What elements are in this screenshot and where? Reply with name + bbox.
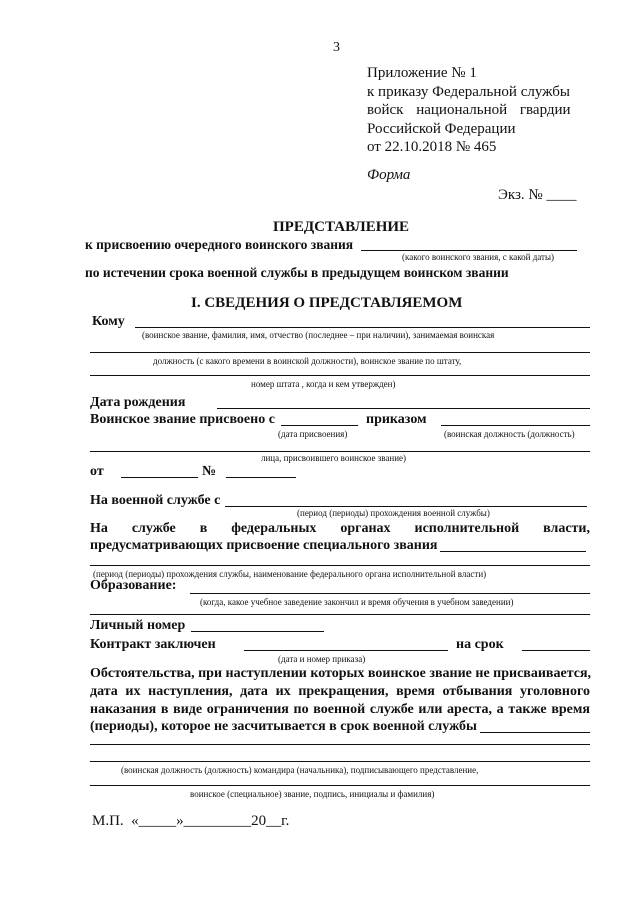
federal-line-field[interactable]	[440, 551, 586, 552]
rank-line[interactable]	[361, 250, 577, 251]
appendix-line: Приложение № 1	[367, 65, 477, 81]
circumstances-line: дата их наступления, дата их прекращения, время отбывания уголовного	[90, 684, 590, 699]
hint-education: (когда, какое учебное заведение закончил и время обучения в учебном заведении)	[200, 597, 514, 607]
hint-contract: (дата и номер приказа)	[278, 654, 366, 664]
hint-to-2: должность (с какого времени в воинской должности), воинское звание по штату,	[153, 356, 462, 366]
personal-number-line[interactable]	[191, 631, 324, 632]
page-number: 3	[333, 40, 340, 55]
appendix-line: к приказу Федеральной службы	[367, 83, 571, 100]
to-line-1[interactable]	[135, 327, 590, 328]
service-label: На военной службе с	[90, 493, 221, 508]
education-line-2[interactable]	[90, 614, 590, 615]
circumstances-line-4: (периоды), которое не засчитывается в срок военной службы	[90, 719, 477, 734]
contract-label: Контракт заключен	[90, 637, 216, 652]
federal-word: в	[199, 521, 208, 536]
to-line-2[interactable]	[90, 352, 590, 353]
hint-rank-assign-date: (дата присвоения)	[278, 429, 348, 439]
federal-word: исполнительной	[414, 521, 520, 536]
hint-to-3: номер штата , когда и кем утвержден)	[251, 379, 396, 389]
education-label: Образование:	[90, 578, 177, 593]
term-line[interactable]	[522, 650, 590, 651]
hint-commander-1: (воинская должность (должность) командира (начальника), подписывающего представление,	[121, 765, 479, 775]
rank-assigned-label: Воинское звание присвоено с	[90, 412, 275, 427]
hint-rank-position: (воинская должность (должность)	[444, 429, 575, 439]
birth-line[interactable]	[217, 408, 590, 409]
from-number-line[interactable]	[226, 477, 296, 478]
hint-federal: (период (периоды) прохождения службы, наименование федерального органа исполнительной власти)	[93, 569, 487, 579]
federal-word: На	[90, 521, 108, 536]
federal-word: службе	[131, 521, 176, 536]
service-line[interactable]	[225, 506, 587, 507]
from-label: от	[90, 464, 104, 479]
appendix-line: Российской Федерации	[367, 120, 516, 137]
commander-line-2[interactable]	[90, 785, 590, 786]
federal-line-1	[90, 521, 590, 537]
rank-line-2[interactable]	[90, 451, 590, 452]
to-line-3[interactable]	[90, 375, 590, 376]
rank-date-line[interactable]	[281, 425, 358, 426]
circumstances-field-1[interactable]	[480, 732, 590, 733]
stamp-date-line: М.П. «_____»_________20__г.	[92, 813, 290, 829]
to-label: Кому	[92, 314, 125, 329]
circumstances-field-2[interactable]	[90, 744, 590, 745]
appendix-line: от 22.10.2018 № 465	[367, 139, 497, 155]
commander-line-1[interactable]	[90, 761, 590, 762]
order-line[interactable]	[441, 425, 590, 426]
personal-number-label: Личный номер	[90, 618, 186, 633]
section-title: I. СВЕДЕНИЯ О ПРЕДСТАВЛЯЕМОМ	[191, 295, 463, 311]
subtitle-1: к присвоению очередного воинского звания	[85, 237, 354, 252]
term-label: на срок	[456, 637, 504, 652]
number-label: №	[202, 464, 217, 479]
copy-number: Экз. № ____	[498, 187, 577, 203]
form-label: Форма	[367, 167, 411, 183]
birth-label: Дата рождения	[90, 395, 186, 410]
federal-line-3[interactable]	[90, 565, 590, 566]
hint-rank-date: (какого воинского звания, с какой даты)	[402, 252, 555, 262]
hint-service: (период (периоды) прохождения военной службы)	[297, 508, 490, 518]
order-label: приказом	[366, 412, 427, 427]
document-title: ПРЕДСТАВЛЕНИЕ	[273, 219, 410, 235]
circumstances-line: Обстоятельства, при наступлении которых воинское звание не присваивается,	[90, 666, 592, 681]
from-date-line[interactable]	[121, 477, 198, 478]
appendix-line: войск национальной гвардии	[367, 102, 571, 118]
contract-line[interactable]	[244, 650, 448, 651]
circumstances-block	[90, 665, 590, 719]
subtitle-2: по истечении срока военной службы в предыдущем воинском звании	[85, 265, 509, 280]
federal-word: федеральных	[231, 521, 317, 536]
federal-line-2: предусматривающих присвоение специального звания	[90, 538, 438, 553]
appendix-block	[367, 64, 571, 157]
federal-word: органах	[340, 521, 391, 536]
federal-word: власти,	[543, 521, 590, 536]
hint-to-1: (воинское звание, фамилия, имя, отчество (последнее – при наличии), занимаемая воинская	[142, 330, 495, 340]
education-line[interactable]	[190, 593, 590, 594]
circumstances-line: наказания в виде ограничения по военной службе или ареста, а также время	[90, 702, 590, 717]
hint-commander-2: воинское (специальное) звание, подпись, инициалы и фамилия)	[190, 789, 435, 799]
hint-rank-person: лица, присвоившего воинское звание)	[261, 453, 407, 463]
